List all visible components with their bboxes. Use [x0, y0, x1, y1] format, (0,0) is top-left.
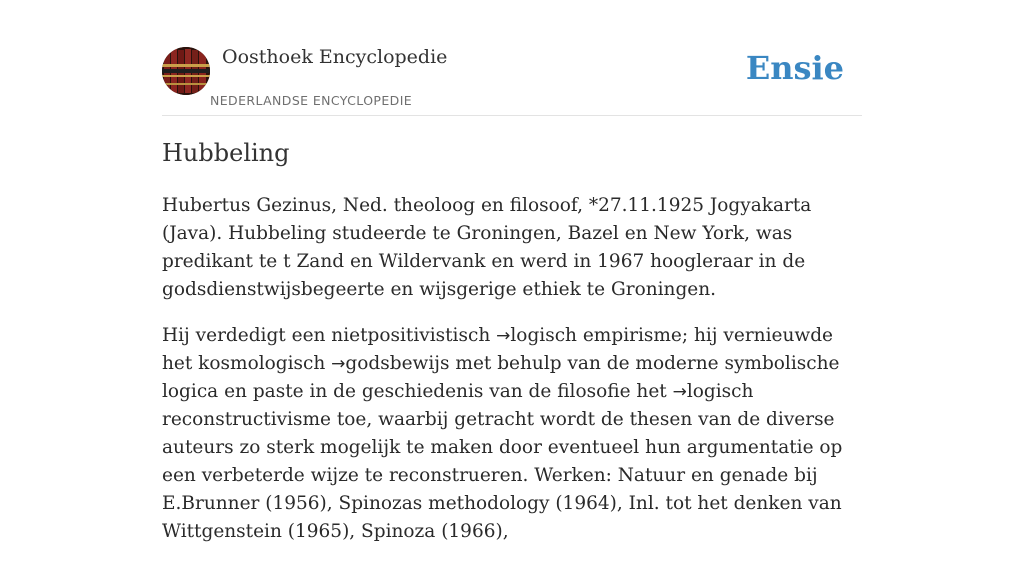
article-body	[162, 192, 862, 564]
paragraph-text: toe, waarbij getracht wordt de thesen van de diverse auteurs zo sterk mogelijk te maken door eventueel hun argumentatie op een verbeterde wijze te reconstrueren. Werken: Natuur en genade bij E.Brunner (1956), Spinozas methodology (1964), Inl. tot het denken van Wittgenstein (1965), Spinoza (1966),	[162, 409, 843, 542]
site-title[interactable]: Oosthoek Encyclopedie	[222, 46, 448, 68]
paragraph-text: ; hij vernieuwde het kosmologisch	[162, 325, 833, 374]
encyclopedia-books-icon[interactable]	[162, 47, 210, 95]
site-header	[162, 46, 862, 116]
arrow-right-icon: →	[496, 326, 511, 346]
link-godsbewijs[interactable]: godsbewijs	[345, 353, 450, 374]
arrow-right-icon: →	[331, 354, 346, 374]
link-logisch-empirisme[interactable]: logisch empirisme	[510, 325, 682, 346]
paragraph-text: Hij verdedigt een nietpositivistisch	[162, 325, 497, 346]
header-divider	[162, 115, 862, 116]
paragraph-text: met behulp van de moderne symbolische logica en paste in de geschiedenis van de filosofie het	[162, 353, 840, 402]
article-paragraph-2	[162, 322, 862, 546]
link-logisch-reconstructivisme[interactable]: logisch reconstructivisme	[162, 381, 754, 430]
brand-logo-link[interactable]: Ensie	[745, 49, 844, 87]
arrow-right-icon: →	[672, 382, 687, 402]
article-paragraph-1: Hubertus Gezinus, Ned. theoloog en filosoof, *27.11.1925 Jogyakarta (Java). Hubbeling studeerde te Groningen, Bazel en New York, was predikant te t Zand en Wildervank en werd in 1967 hoogleraar in de godsdienstwijsbegeerte en wijsgerige ethiek te Groningen.	[162, 195, 812, 300]
article-title: Hubbeling	[162, 139, 290, 167]
site-subtitle: NEDERLANDSE ENCYCLOPEDIE	[210, 93, 413, 108]
